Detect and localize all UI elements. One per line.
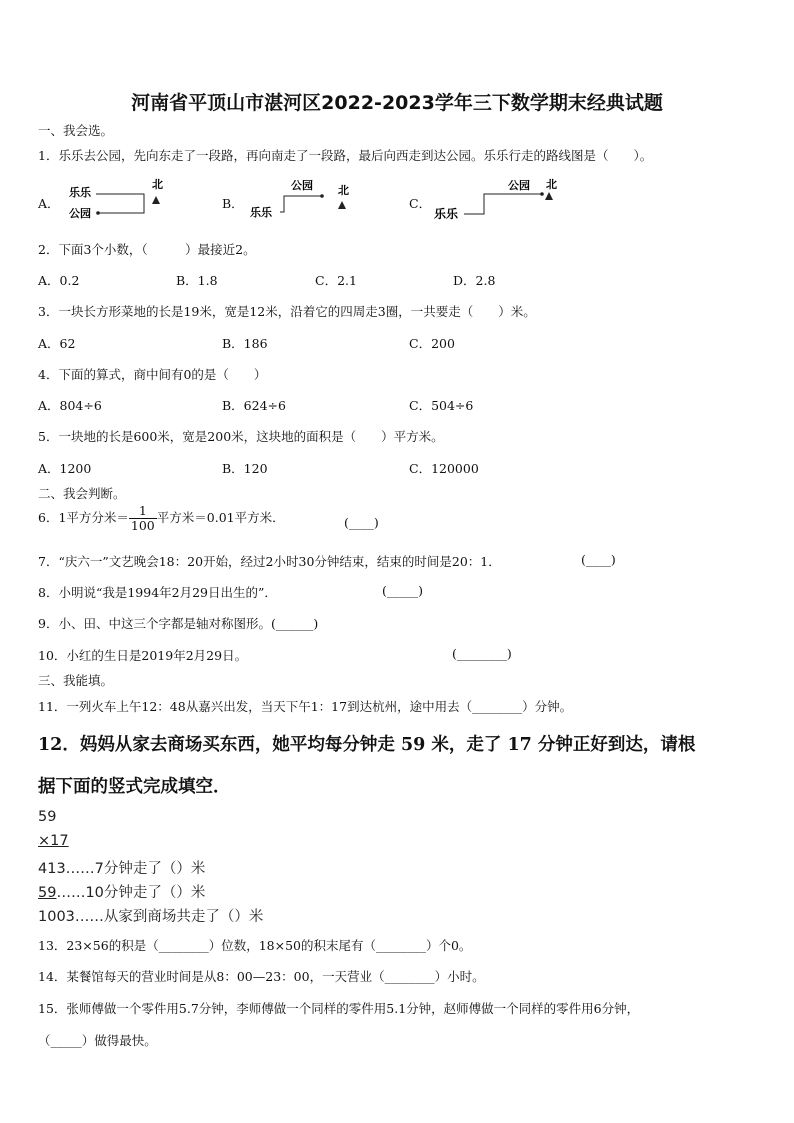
q6-prefix: 6．1平方分米＝ [38, 510, 129, 525]
q8-answer-blank[interactable]: (_____) [382, 583, 424, 598]
section-heading-fill: 三、我能填。 [38, 673, 114, 688]
section-heading-judge: 二、我会判断。 [38, 486, 126, 501]
question-4: 4．下面的算式，商中间有0的是（ ） [38, 367, 267, 382]
q1-route-diagram-c [430, 172, 565, 224]
north-label: 北 [338, 184, 349, 197]
north-arrow-icon [152, 196, 160, 204]
q7-answer-blank[interactable]: (____) [581, 552, 616, 567]
section-heading-choice: 一、我会选。 [38, 123, 114, 138]
lele-label: 乐乐 [250, 206, 272, 219]
q2-option: C．2.1 [315, 273, 357, 288]
calc-row-partial-2 [38, 881, 205, 902]
question-15-line-2: （_____）做得最快。 [38, 1033, 157, 1048]
park-label: 公园 [291, 179, 313, 192]
question-9: 9．小、田、中这三个字都是轴对称图形。(______) [38, 616, 319, 631]
park-label: 公园 [69, 207, 91, 220]
fraction-numerator: 1 [129, 504, 157, 519]
calc-partial-2-note: ……10分钟走了（）米 [56, 885, 206, 901]
q2-option: A．0.2 [38, 273, 80, 288]
north-label: 北 [546, 178, 557, 191]
q4-option: C．504÷6 [409, 398, 474, 413]
lele-label: 乐乐 [69, 186, 91, 199]
q5-option: A．1200 [38, 461, 92, 476]
calc-row-total: 1003……从家到商场共走了（）米 [38, 909, 264, 925]
q3-option: C．200 [409, 336, 455, 351]
q4-option: B．624÷6 [222, 398, 286, 413]
q3-option: B．186 [222, 336, 268, 351]
question-6 [38, 504, 285, 533]
question-10: 10．小红的生日是2019年2月29日。 [38, 648, 248, 663]
question-7: 7．“庆六一”文艺晚会18：20开始，经过2小时30分钟结束，结束的时间是20：1． [38, 554, 501, 569]
north-arrow-icon [338, 201, 346, 209]
q1-route-diagram-a [64, 174, 174, 224]
q4-option: A．804÷6 [38, 398, 102, 413]
question-1: 1．乐乐去公园，先向东走了一段路，再向南走了一段路，最后向西走到达公园。乐乐行走的路线图是（ ）。 [38, 148, 653, 163]
lele-label: 乐乐 [434, 207, 459, 221]
question-2: 2．下面3个小数，（ ）最接近2。 [38, 242, 256, 257]
q6-answer-blank[interactable]: (____) [344, 515, 379, 530]
q1-option-b-label: B． [222, 196, 244, 211]
fraction-denominator: 100 [130, 518, 155, 533]
question-11: 11．一列火车上午12：48从嘉兴出发，当天下午1：17到达杭州，途中用去（________）分钟。 [38, 699, 573, 714]
question-5: 5．一块地的长是600米，宽是200米，这块地的面积是（ ）平方米。 [38, 429, 444, 444]
calc-row-partial-1: 413……7分钟走了（）米 [38, 861, 206, 877]
q3-option: A．62 [38, 336, 76, 351]
calc-row-multiplicand: 59 [38, 809, 57, 825]
q1-route-diagram-b [246, 172, 361, 224]
page-title: 河南省平顶山市湛河区2022-2023学年三下数学期末经典试题 [131, 92, 663, 114]
north-label: 北 [152, 178, 163, 191]
q10-answer-blank[interactable]: (________) [452, 646, 512, 661]
q6-suffix: 平方米＝0.01平方米． [156, 510, 285, 525]
question-14: 14．某餐馆每天的营业时间是从8：00—23：00，一天营业（________）小时。 [38, 969, 485, 984]
question-3: 3．一块长方形菜地的长是19米，宽是12米，沿着它的四周走3圈，一共要走（ ）米。 [38, 304, 536, 319]
q2-option: D．2.8 [453, 273, 496, 288]
q5-option: B．120 [222, 461, 268, 476]
q1-option-a-label: A． [38, 196, 60, 211]
q2-option: B．1.8 [176, 273, 218, 288]
north-arrow-icon [545, 192, 553, 200]
calc-row-multiplier: ×17 [38, 833, 69, 849]
q1-option-c-label: C． [409, 196, 432, 211]
question-13: 13．23×56的积是（________）位数，18×50的积末尾有（________）个0。 [38, 938, 472, 953]
question-12-line-2: 据下面的竖式完成填空． [38, 777, 231, 797]
q5-option: C．120000 [409, 461, 479, 476]
question-8: 8．小明说“我是1994年2月29日出生的”． [38, 585, 277, 600]
fraction [129, 504, 157, 533]
park-label: 公园 [508, 179, 530, 192]
question-12-line-1: 12．妈妈从家去商场买东西，她平均每分钟走 59 米，走了 17 分钟正好到达，请根 [38, 735, 696, 755]
calc-partial-2-value: 59 [38, 885, 57, 901]
question-15-line-1: 15．张师傅做一个零件用5.7分钟，李师傅做一个同样的零件用5.1分钟，赵师傅做一个同样的零件用6分钟， [38, 1001, 640, 1016]
